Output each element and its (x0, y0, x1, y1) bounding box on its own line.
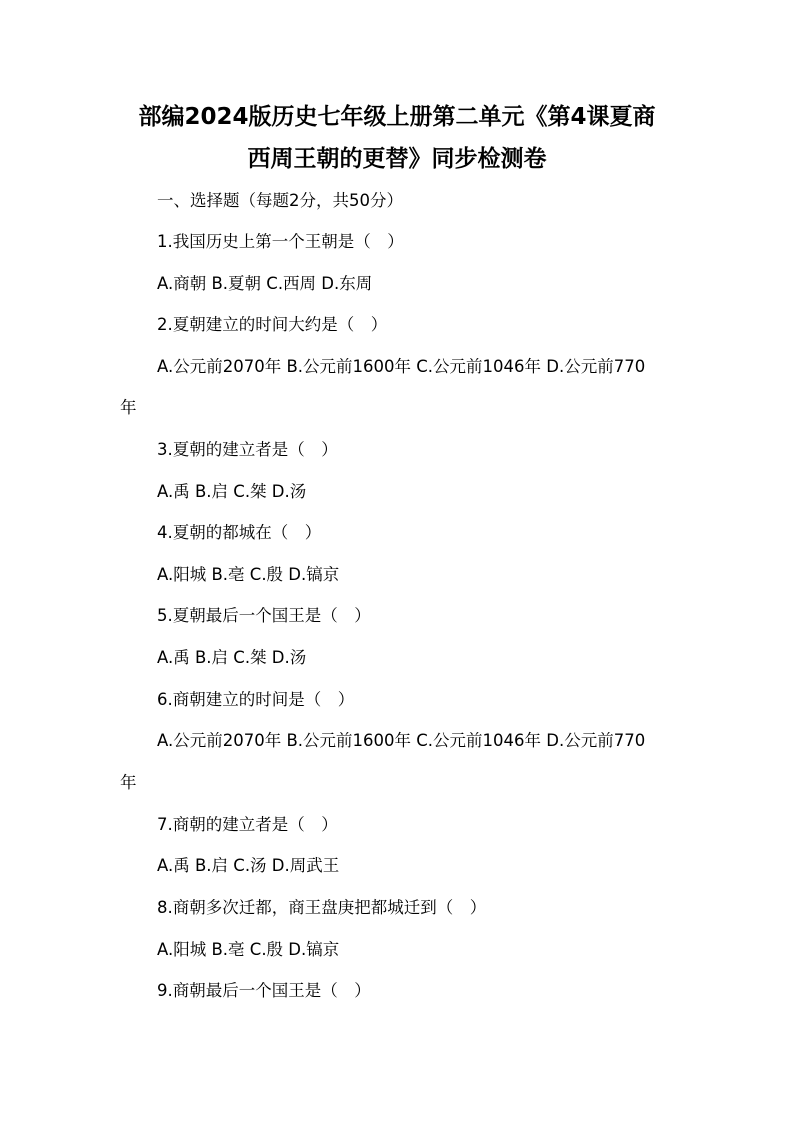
document-title-line-1: 部编2024版历史七年级上册第二单元《第4课夏商 (138, 104, 656, 130)
question-5: 5.夏朝最后一个国王是（ ） (157, 606, 371, 625)
question-3: 3.夏朝的建立者是（ ） (157, 440, 338, 459)
document-title-line-2: 西周王朝的更替》同步检测卷 (247, 146, 547, 172)
question-8-options: A.阳城 B.亳 C.殷 D.镐京 (157, 940, 340, 959)
question-1-options: A.商朝 B.夏朝 C.西周 D.东周 (157, 274, 373, 293)
question-6: 6.商朝建立的时间是（ ） (157, 690, 355, 709)
question-6-options: A.公元前2070年 B.公元前1600年 C.公元前1046年 D.公元前770 (157, 731, 646, 750)
question-2-options: A.公元前2070年 B.公元前1600年 C.公元前1046年 D.公元前770 (157, 357, 646, 376)
section-heading: 一、选择题（每题2分，共50分） (157, 191, 403, 210)
question-2-options-continued: 年 (120, 398, 137, 417)
question-2: 2.夏朝建立的时间大约是（ ） (157, 315, 388, 334)
question-9: 9.商朝最后一个国王是（ ） (157, 981, 371, 1000)
question-1: 1.我国历史上第一个王朝是（ ） (157, 232, 404, 251)
question-7: 7.商朝的建立者是（ ） (157, 815, 338, 834)
question-3-options: A.禹 B.启 C.桀 D.汤 (157, 482, 307, 501)
question-4: 4.夏朝的都城在（ ） (157, 523, 322, 542)
question-4-options: A.阳城 B.亳 C.殷 D.镐京 (157, 565, 340, 584)
question-6-options-continued: 年 (120, 773, 137, 792)
question-8: 8.商朝多次迁都，商王盘庚把都城迁到（ ） (157, 898, 487, 917)
question-7-options: A.禹 B.启 C.汤 D.周武王 (157, 856, 340, 875)
question-5-options: A.禹 B.启 C.桀 D.汤 (157, 648, 307, 667)
